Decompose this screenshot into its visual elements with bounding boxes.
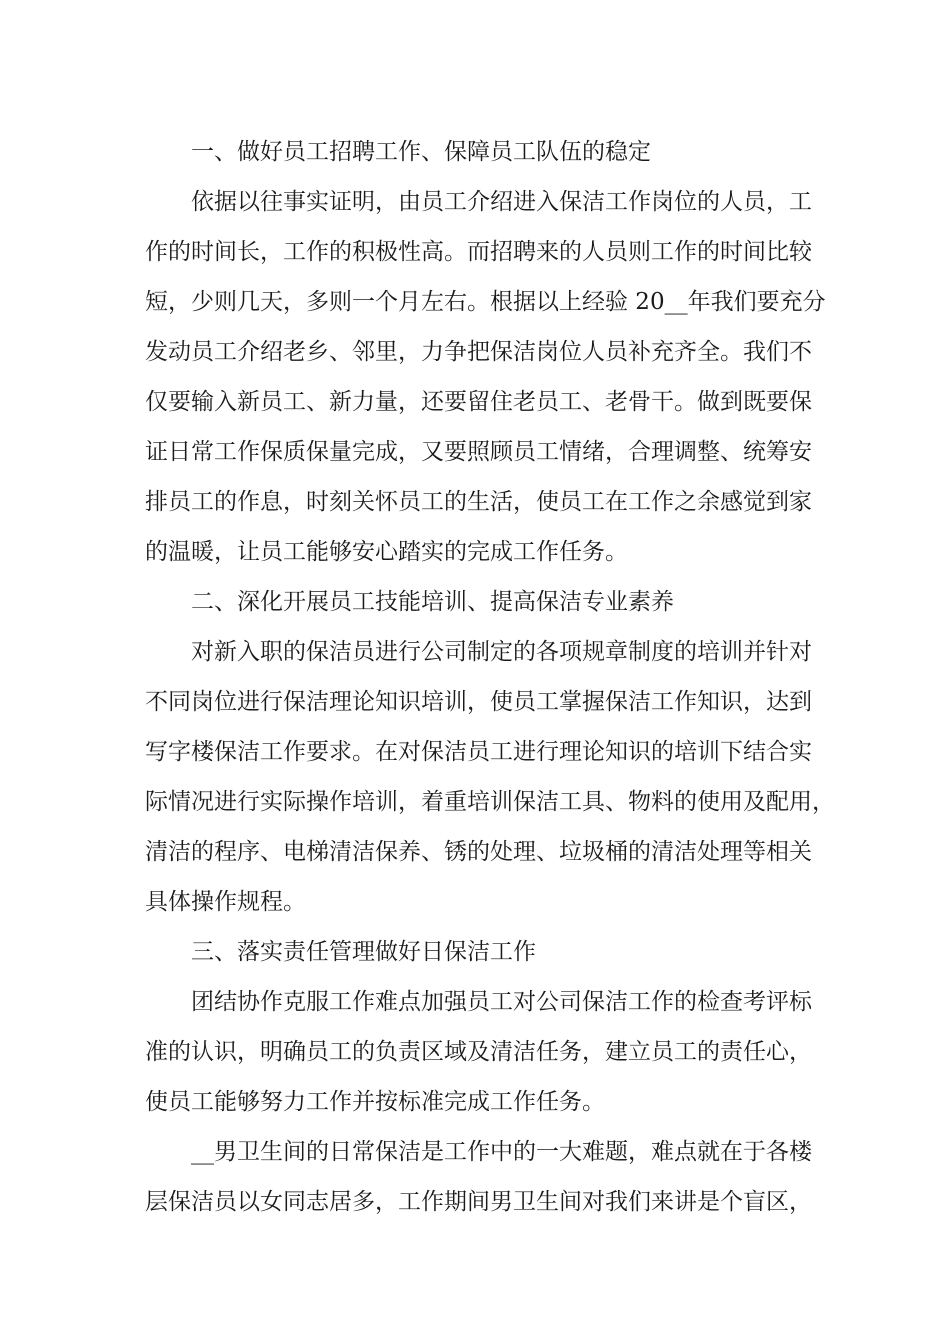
- paragraph-line: 层保洁员以女同志居多，工作期间男卫生间对我们来讲是个盲区，: [145, 1189, 812, 1215]
- heading-1: 一、做好员工招聘工作、保障员工队伍的稳定: [191, 139, 651, 165]
- paragraph-line: 对新入职的保洁员进行公司制定的各项规章制度的培训并针对: [191, 639, 812, 665]
- paragraph-line: 排员工的作息，时刻关怀员工的生活，使员工在工作之余感觉到家: [145, 489, 812, 515]
- heading-2: 二、深化开展员工技能培训、提高保洁专业素养: [191, 589, 674, 615]
- paragraph-line: 的温暖，让员工能够安心踏实的完成工作任务。: [145, 539, 628, 565]
- paragraph-line: 准的认识，明确员工的负责区域及清洁任务，建立员工的责任心，: [145, 1039, 812, 1065]
- paragraph-line: 短，少则几天，多则一个月左右。根据以上经验 20__年我们要充分: [145, 289, 826, 315]
- paragraph-line: 际情况进行实际操作培训，着重培训保洁工具、物料的使用及配用，: [145, 789, 835, 815]
- paragraph-line: 写字楼保洁工作要求。在对保洁员工进行理论知识的培训下结合实: [145, 739, 812, 765]
- heading-3: 三、落实责任管理做好日保洁工作: [191, 939, 536, 965]
- paragraph-line: 仅要输入新员工、新力量，还要留住老员工、老骨干。做到既要保: [145, 389, 812, 415]
- paragraph-line: 证日常工作保质保量完成，又要照顾员工情绪，合理调整、统筹安: [145, 439, 812, 465]
- paragraph-line: 依据以往事实证明，由员工介绍进入保洁工作岗位的人员，工: [191, 189, 812, 215]
- paragraph-line: 使员工能够努力工作并按标准完成工作任务。: [145, 1089, 605, 1115]
- paragraph-line: 作的时间长，工作的积极性高。而招聘来的人员则工作的时间比较: [145, 239, 812, 265]
- paragraph-line: 不同岗位进行保洁理论知识培训，使员工掌握保洁工作知识，达到: [145, 689, 812, 715]
- paragraph-line: 清洁的程序、电梯清洁保养、锈的处理、垃圾桶的清洁处理等相关: [145, 839, 812, 865]
- paragraph-line: 具体操作规程。: [145, 889, 306, 915]
- paragraph-line: 团结协作克服工作难点加强员工对公司保洁工作的检查考评标: [191, 989, 812, 1015]
- paragraph-line: __男卫生间的日常保洁是工作中的一大难题，难点就在于各楼: [191, 1139, 812, 1165]
- paragraph-line: 发动员工介绍老乡、邻里，力争把保洁岗位人员补充齐全。我们不: [145, 339, 812, 365]
